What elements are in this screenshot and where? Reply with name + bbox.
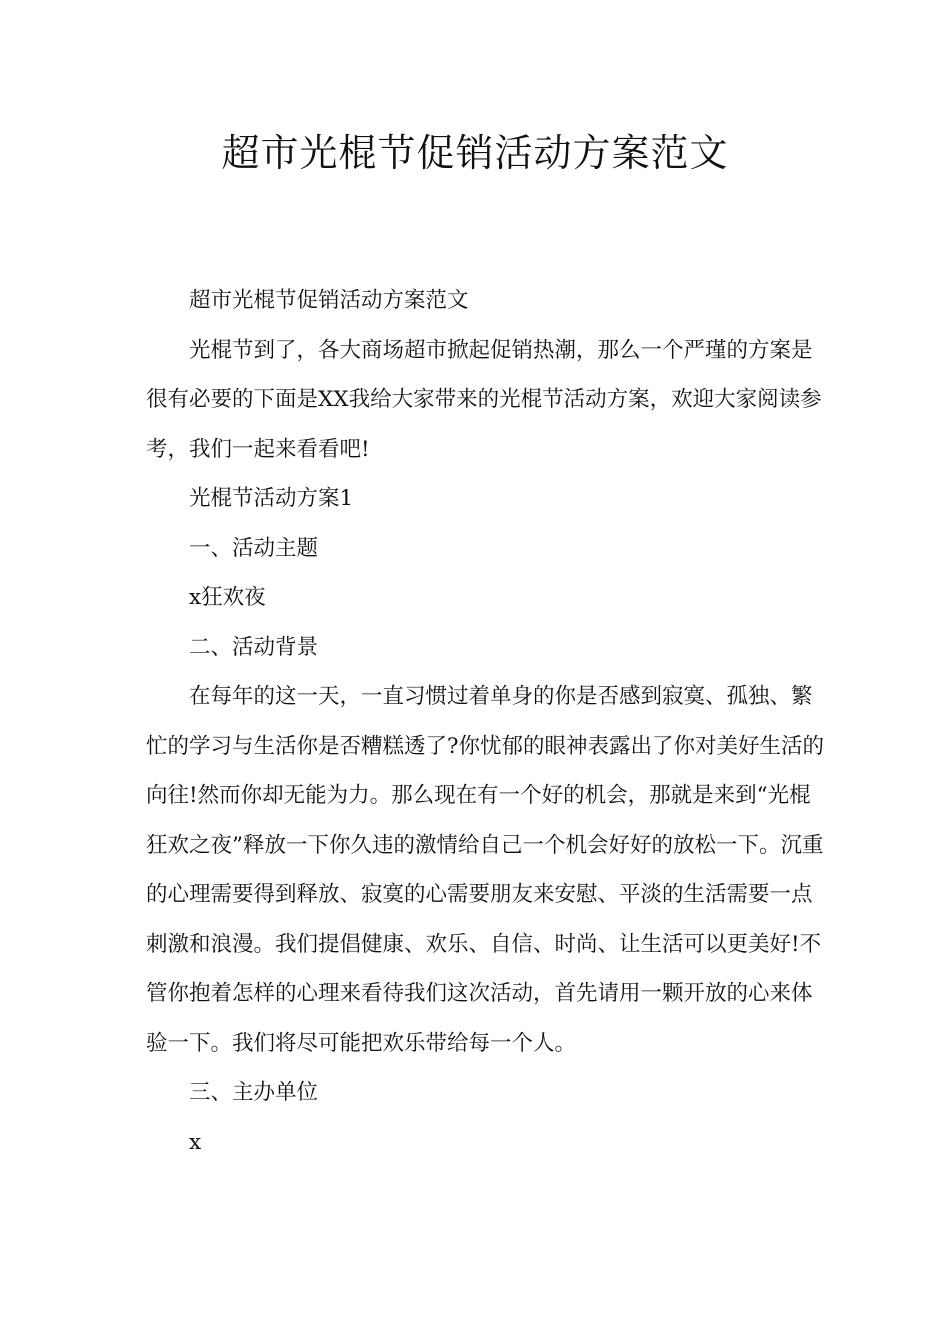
section3-heading: 三、主办单位 [189, 1080, 319, 1105]
section2-content: 在每年的这一天，一直习惯过着单身的你是否感到寂寞、孤独、繁忙的学习与生活你是否糟糕透了?你忧郁的眼神表露出了你对美好生活的向往!然而你却无能为力。那么现在有一个好的机会，那就是来到“光棍狂欢之夜”释放一下你久违的激情给自己一个机会好好的放松一下。沉重的心理需要得到释放、寂寞的心需要朋友来安慰、平淡的生活需要一点刺激和浪漫。我们提倡健康、欢乐、自信、时尚、让生活可以更美好!不管你抱着怎样的心理来看待我们这次活动，首先请用一颗开放的心来体验一下。我们将尽可能把欢乐带给每一个人。 [146, 684, 825, 1056]
section2-heading: 二、活动背景 [189, 634, 319, 660]
section3-content: x [189, 1129, 202, 1155]
document-title: 超市光棍节促销活动方案范文 [221, 131, 729, 175]
intro-paragraph: 光棍节到了，各大商场超市掀起促销热潮，那么一个严瑾的方案是很有必要的下面是XX我给大家带来的光棍节活动方案，欢迎大家阅读参考，我们一起来看看吧! [146, 337, 822, 462]
section1-content: x狂欢夜 [189, 585, 266, 610]
document-body [146, 276, 826, 1167]
plan-heading: 光棍节活动方案1 [189, 486, 354, 511]
section1-heading: 一、活动主题 [189, 535, 319, 561]
subtitle-paragraph: 超市光棍节促销活动方案范文 [189, 288, 469, 313]
